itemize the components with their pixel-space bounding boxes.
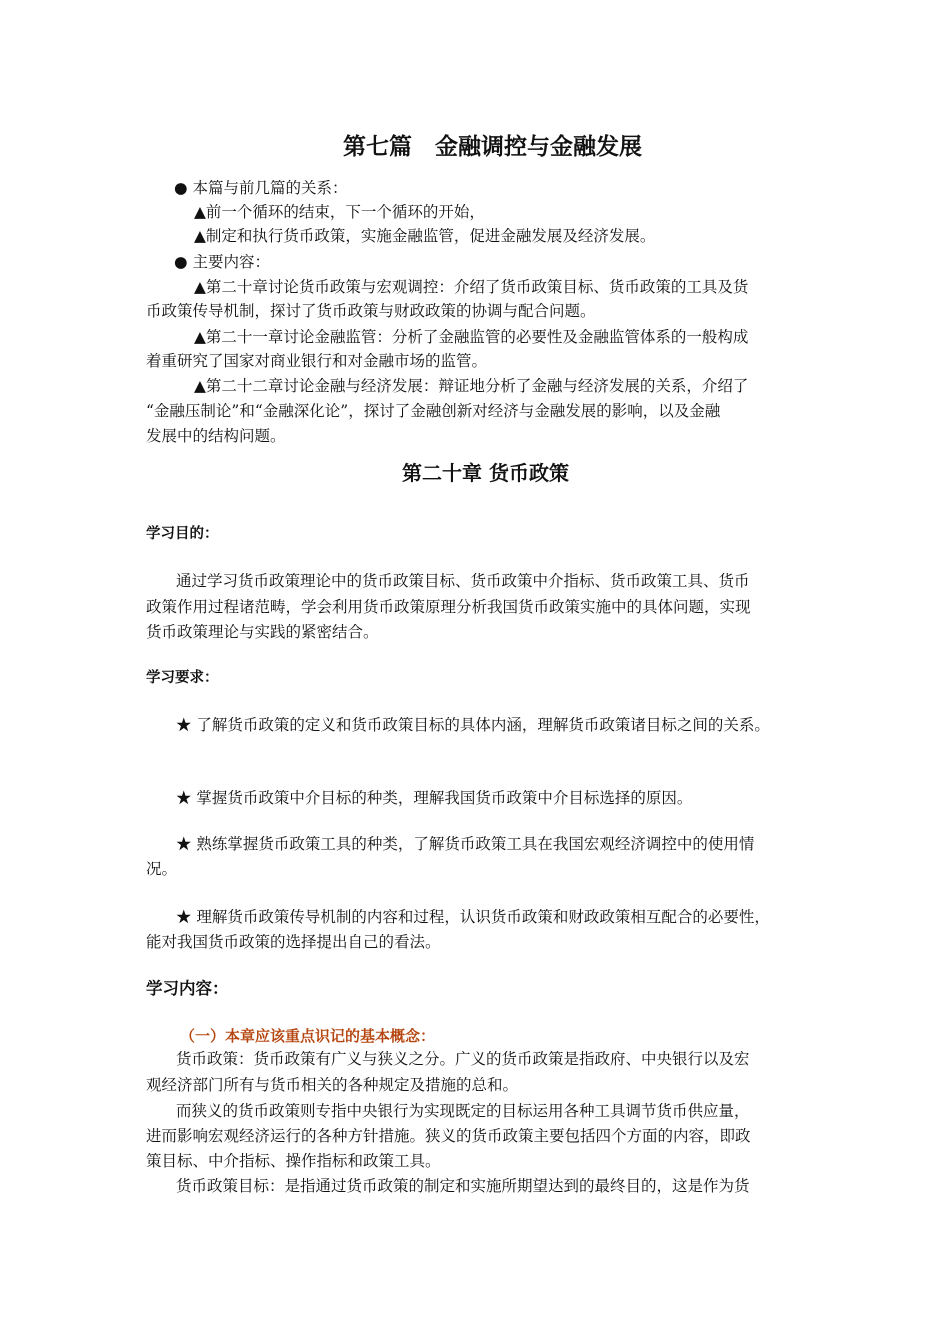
requirement-4-line-2: 能对我国货币政策的选择提出自己的看法。: [146, 933, 441, 951]
concept-paragraph-1-line-1: 货币政策：货币政策有广义与狭义之分。广义的货币政策是指政府、中央银行以及宏: [176, 1050, 750, 1068]
chapter22-summary-line-2: “金融压制论”和“金融深化论”，探讨了金融创新对经济与金融发展的影响，以及金融: [146, 402, 721, 420]
relation-item-2: ▲制定和执行货币政策，实施金融监管，促进金融发展及经济发展。: [194, 227, 656, 245]
objective-line-1: 通过学习货币政策理论中的货币政策目标、货币政策中介指标、货币政策工具、货币: [176, 572, 750, 590]
requirement-2: ★ 掌握货币政策中介目标的种类，理解我国货币政策中介目标选择的原因。: [176, 789, 693, 807]
concept-paragraph-2-line-1: 而狭义的货币政策则专指中央银行为实现既定的目标运用各种工具调节货币供应量，: [176, 1102, 750, 1120]
concept-paragraph-1-line-2: 观经济部门所有与货币相关的各种规定及措施的总和。: [146, 1076, 519, 1094]
chapter22-summary-line-3: 发展中的结构问题。: [146, 427, 286, 445]
requirements-heading: 学习要求：: [146, 670, 219, 686]
objective-heading: 学习目的：: [146, 526, 219, 542]
chapter22-summary-line-1: ▲第二十二章讨论金融与经济发展：辩证地分析了金融与经济发展的关系，介绍了: [194, 377, 749, 395]
concepts-subheading: （一）本章应该重点识记的基本概念：: [180, 1027, 436, 1045]
relation-item-1: ▲前一个循环的结束，下一个循环的开始，: [194, 203, 485, 221]
concept-paragraph-3-line-1: 货币政策目标：是指通过货币政策的制定和实施所期望达到的最终目的，这是作为货: [176, 1177, 750, 1195]
content-label: ● 主要内容：: [174, 253, 270, 271]
chapter-title: 第二十章 货币政策: [402, 461, 569, 485]
chapter21-summary-line-2: 着重研究了国家对商业银行和对金融市场的监管。: [146, 352, 488, 370]
objective-line-3: 货币政策理论与实践的紧密结合。: [146, 623, 379, 641]
chapter20-summary-line-1: ▲第二十章讨论货币政策与宏观调控：介绍了货币政策目标、货币政策的工具及货: [194, 278, 749, 296]
relation-label: ● 本篇与前几篇的关系：: [174, 179, 348, 197]
requirement-3-line-1: ★ 熟练掌握货币政策工具的种类，了解货币政策工具在我国宏观经济调控中的使用情: [176, 835, 755, 853]
requirement-1: ★ 了解货币政策的定义和货币政策目标的具体内涵，理解货币政策诸目标之间的关系。: [176, 716, 770, 734]
requirement-4-line-1: ★ 理解货币政策传导机制的内容和过程，认识货币政策和财政政策相互配合的必要性，: [176, 908, 770, 926]
objective-line-2: 政策作用过程诸范畴，学会利用货币政策原理分析我国货币政策实施中的具体问题，实现: [146, 598, 751, 616]
requirement-3-line-2: 况。: [146, 860, 178, 878]
chapter21-summary-line-1: ▲第二十一章讨论金融监管：分析了金融监管的必要性及金融监管体系的一般构成: [194, 328, 749, 346]
part-title: 第七篇 金融调控与金融发展: [343, 134, 642, 160]
concept-paragraph-2-line-2: 进而影响宏观经济运行的各种方针措施。狭义的货币政策主要包括四个方面的内容，即政: [146, 1127, 751, 1145]
chapter20-summary-line-2: 币政策传导机制，探讨了货币政策与财政政策的协调与配合问题。: [146, 302, 596, 320]
content-heading: 学习内容：: [146, 979, 229, 998]
concept-paragraph-2-line-3: 策目标、中介指标、操作指标和政策工具。: [146, 1152, 441, 1170]
